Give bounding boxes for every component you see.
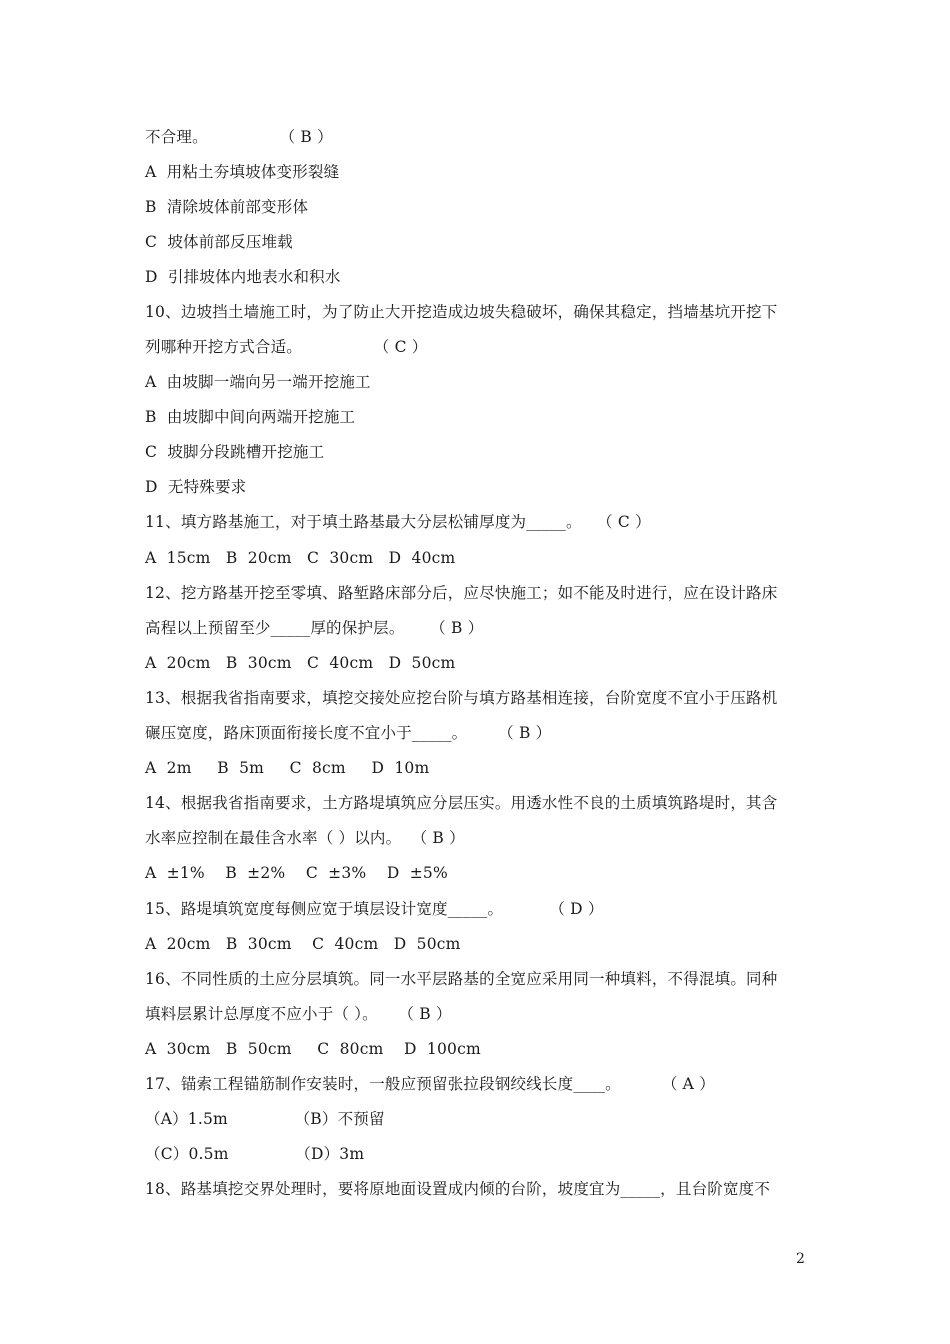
text-line: 不合理。 （ B ） (145, 128, 333, 146)
text-line: A 2m B 5m C 8cm D 10m (145, 759, 430, 777)
text-line: 列哪种开挖方式合适。 （ C ） (145, 338, 428, 356)
text-line: A 20cm B 30cm C 40cm D 50cm (145, 935, 461, 953)
text-line: D 无特殊要求 (145, 478, 247, 496)
text-line: A 15cm B 20cm C 30cm D 40cm (145, 549, 456, 567)
text-line: 10、边坡挡土墙施工时，为了防止大开挖造成边坡失稳破坏，确保其稳定，挡墙基坑开挖下 (145, 303, 778, 321)
text-line: 16、不同性质的土应分层填筑。同一水平层路基的全宽应采用同一种填料，不得混填。同种 (145, 970, 778, 988)
text-line: A 用粘土夯填坡体变形裂缝 (145, 163, 340, 181)
text-line: 填料层累计总厚度不应小于（ ）。 （ B ） (145, 1005, 452, 1023)
text-line: B 由坡脚中间向两端开挖施工 (145, 408, 356, 426)
page-number: 2 (796, 1251, 805, 1267)
text-line: C 坡脚分段跳槽开挖施工 (145, 443, 325, 461)
text-line: C 坡体前部反压堆载 (145, 233, 293, 251)
text-line: A 30cm B 50cm C 80cm D 100cm (145, 1040, 481, 1058)
text-line: A 20cm B 30cm C 40cm D 50cm (145, 654, 456, 672)
text-line: 水率应控制在最佳含水率（ ）以内。 （ B ） (145, 829, 465, 847)
text-line: B 清除坡体前部变形体 (145, 198, 309, 216)
text-line: A 由坡脚一端向另一端开挖施工 (145, 373, 371, 391)
text-line: 碾压宽度，路床顶面衔接长度不宜小于_____。 （ B ） (145, 724, 552, 742)
text-line: 12、挖方路基开挖至零填、路堑路床部分后，应尽快施工；如不能及时进行，应在设计路床 (145, 584, 778, 602)
text-line: A ±1% B ±2% C ±3% D ±5% (145, 864, 448, 882)
text-line: D 引排坡体内地表水和积水 (145, 268, 341, 286)
text-line: 15、路堤填筑宽度每侧应宽于填层设计宽度_____。 （ D ） (145, 900, 604, 918)
text-line: 14、根据我省指南要求，土方路堤填筑应分层压实。用透水性不良的土质填筑路堤时，其含 (145, 794, 778, 812)
text-line: （C）0.5m （D）3m (145, 1145, 365, 1163)
text-line: 11、填方路基施工，对于填土路基最大分层松铺厚度为_____。 （ C ） (145, 513, 651, 531)
text-line: 17、锚索工程锚筋制作安装时，一般应预留张拉段钢绞线长度____。 （ A ） (145, 1075, 715, 1093)
text-line: （A）1.5m （B）不预留 (145, 1110, 385, 1128)
text-line: 18、路基填挖交界处理时，要将原地面设置成内倾的台阶，坡度宜为_____，且台阶宽度不 (145, 1180, 771, 1198)
text-line: 13、根据我省指南要求，填挖交接处应挖台阶与填方路基相连接，台阶宽度不宜小于压路机 (145, 689, 778, 707)
text-line: 高程以上预留至少_____厚的保护层。 （ B ） (145, 619, 484, 637)
